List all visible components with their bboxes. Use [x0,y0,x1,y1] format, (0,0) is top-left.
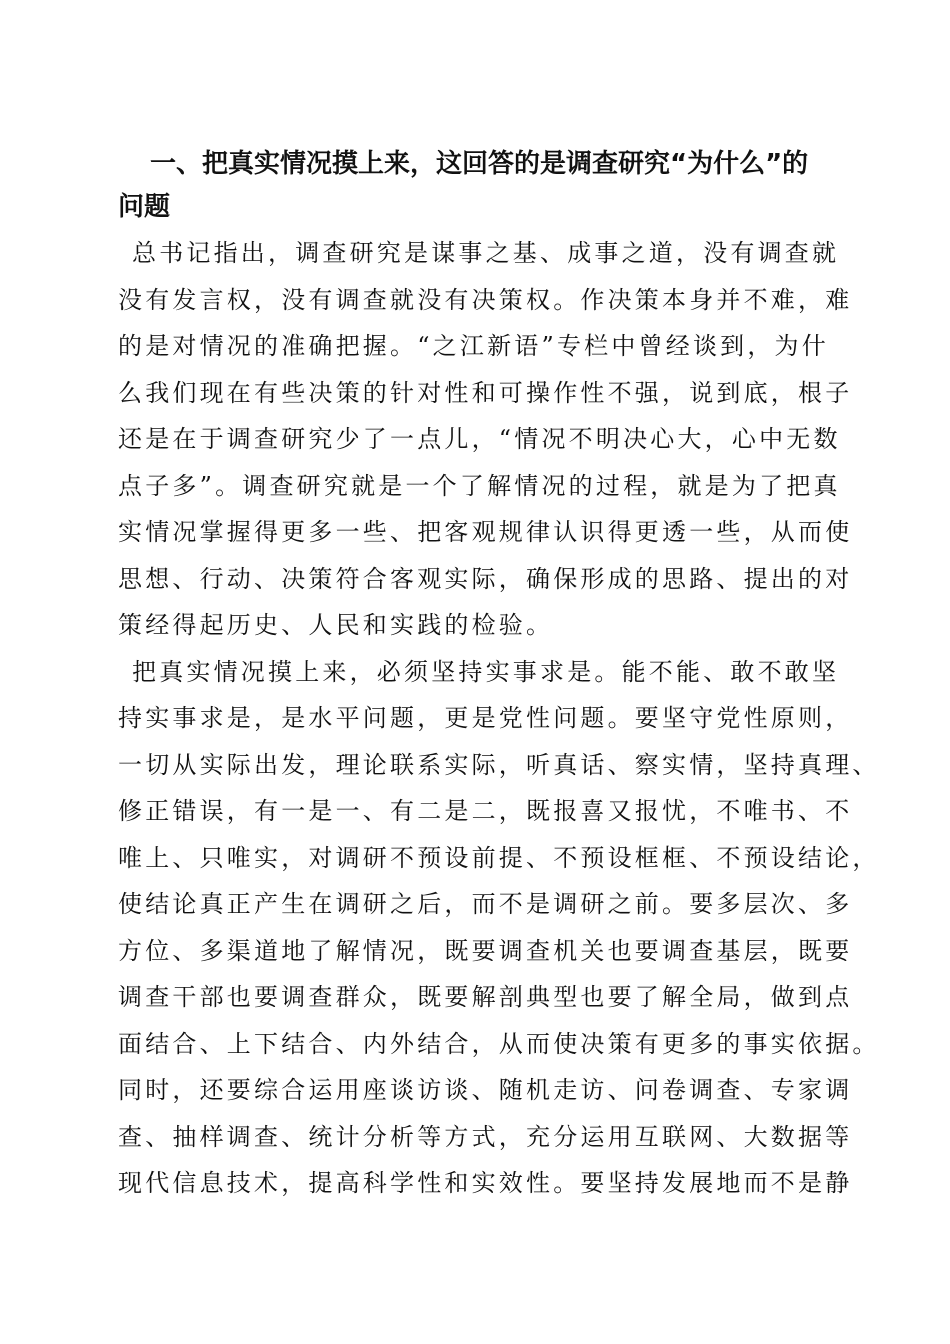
paragraph-2-line: 同时，还要综合运用座谈访谈、随机走访、问卷调查、专家调 [118,1076,853,1104]
paragraph-2-line: 修正错误，有一是一、有二是二，既报喜又报忧，不唯书、不 [118,797,853,825]
document-body [118,140,880,1207]
paragraph-2-line: 调查干部也要调查群众，既要解剖典型也要了解全局，做到点 [118,983,853,1011]
paragraph-1-line: 么我们现在有些决策的针对性和可操作性不强，说到底，根子 [118,378,853,407]
paragraph-2 [118,649,880,1207]
paragraph-1-line: 的是对情况的准确把握。“之江新语”专栏中曾经谈到，为什 [118,332,829,360]
section-heading-line-2: 问题 [118,192,171,222]
section-heading-line-1: 一、把真实情况摸上来，这回答的是调查研究“为什么”的 [150,149,809,179]
paragraph-1-line: 还是在于调查研究少了一点儿，“情况不明决心大，心中无数 [118,425,841,453]
paragraph-2-line: 把真实情况摸上来，必须坚持实事求是。能不能、敢不敢坚 [132,657,840,686]
section-heading [118,140,830,229]
paragraph-1-line: 点子多”。调查研究就是一个了解情况的过程，就是为了把真 [118,471,841,500]
paragraph-1-line: 策经得起历史、人民和实践的检验。 [118,611,554,639]
paragraph-2-line: 现代信息技术，提高科学性和实效性。要坚持发展地而不是静 [118,1169,853,1197]
paragraph-1-line: 总书记指出，调查研究是谋事之基、成事之道，没有调查就 [132,239,840,267]
paragraph-1 [118,230,853,649]
paragraph-2-line: 一切从实际出发，理论联系实际，听真话、察实情，坚持真理、 [118,750,880,779]
paragraph-2-line: 持实事求是，是水平问题，更是党性问题。要坚守党性原则， [118,704,853,732]
paragraph-2-line: 面结合、上下结合、内外结合，从而使决策有更多的事实依据。 [118,1029,880,1058]
paragraph-2-line: 查、抽样调查、统计分析等方式，充分运用互联网、大数据等 [118,1122,853,1151]
paragraph-1-line: 没有发言权，没有调查就没有决策权。作决策本身并不难，难 [118,285,853,314]
paragraph-2-line: 唯上、只唯实，对调研不预设前提、不预设框框、不预设结论， [118,843,880,872]
paragraph-2-line: 方位、多渠道地了解情况，既要调查机关也要调查基层，既要 [118,936,853,965]
paragraph-2-line: 使结论真正产生在调研之后，而不是调研之前。要多层次、多 [118,890,853,918]
paragraph-1-line: 实情况掌握得更多一些、把客观规律认识得更透一些，从而使 [118,518,853,546]
paragraph-1-line: 思想、行动、决策符合客观实际，确保形成的思路、提出的对 [118,564,853,593]
